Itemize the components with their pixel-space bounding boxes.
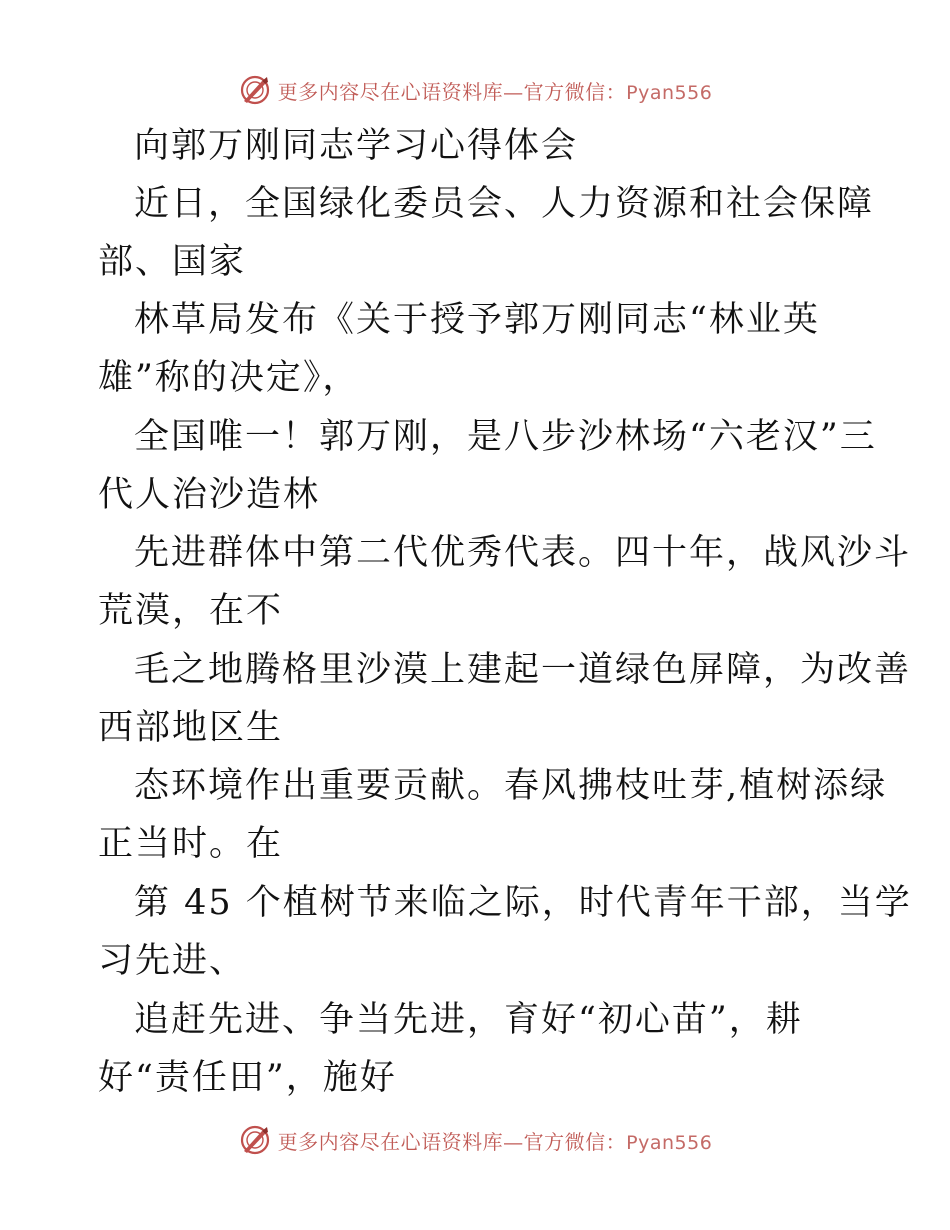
paragraph-line: 林草局发布《关于授予郭万刚同志“林业英: [134, 300, 820, 340]
paragraph-line: 态环境作出重要贡献。春风拂枝吐芽,植树添绿: [134, 766, 888, 806]
pen-logo-icon: [238, 1123, 272, 1157]
paragraph-line: 全国唯一！郭万刚，是八步沙林场“六老汉”三: [134, 417, 877, 457]
paragraph-line: 西部地区生: [98, 708, 284, 748]
pen-logo-icon: [238, 73, 272, 107]
document-title: 向郭万刚同志学习心得体会: [134, 126, 579, 166]
paragraph-line: 好“责任田”，施好: [98, 1058, 397, 1098]
paragraph-line: 部、国家: [98, 242, 247, 282]
paragraph-line: 毛之地腾格里沙漠上建起一道绿色屏障，为改善: [134, 650, 912, 690]
header-watermark: [0, 70, 950, 110]
paragraph-line: 追赶先进、争当先进，育好“初心苗”，耕: [134, 1000, 803, 1040]
paragraph-line: 习先进、: [98, 941, 247, 981]
paragraph-line: 雄”称的决定》，: [98, 358, 360, 398]
watermark-text: 更多内容尽在心语资料库—官方微信：Pyan556: [277, 79, 713, 104]
footer-watermark: [0, 1120, 950, 1160]
paragraph-line: 第 45 个植树节来临之际，时代青年干部，当学: [134, 883, 912, 923]
paragraph-line: 代人治沙造林: [98, 475, 321, 515]
watermark-text: 更多内容尽在心语资料库—官方微信：Pyan556: [277, 1129, 713, 1154]
paragraph-line: 荒漠，在不: [98, 591, 284, 631]
paragraph-line: 近日，全国绿化委员会、人力资源和社会保障: [134, 184, 875, 224]
paragraph-line: 先进群体中第二代优秀代表。四十年，战风沙斗: [134, 533, 912, 573]
paragraph-line: 正当时。在: [98, 824, 284, 864]
